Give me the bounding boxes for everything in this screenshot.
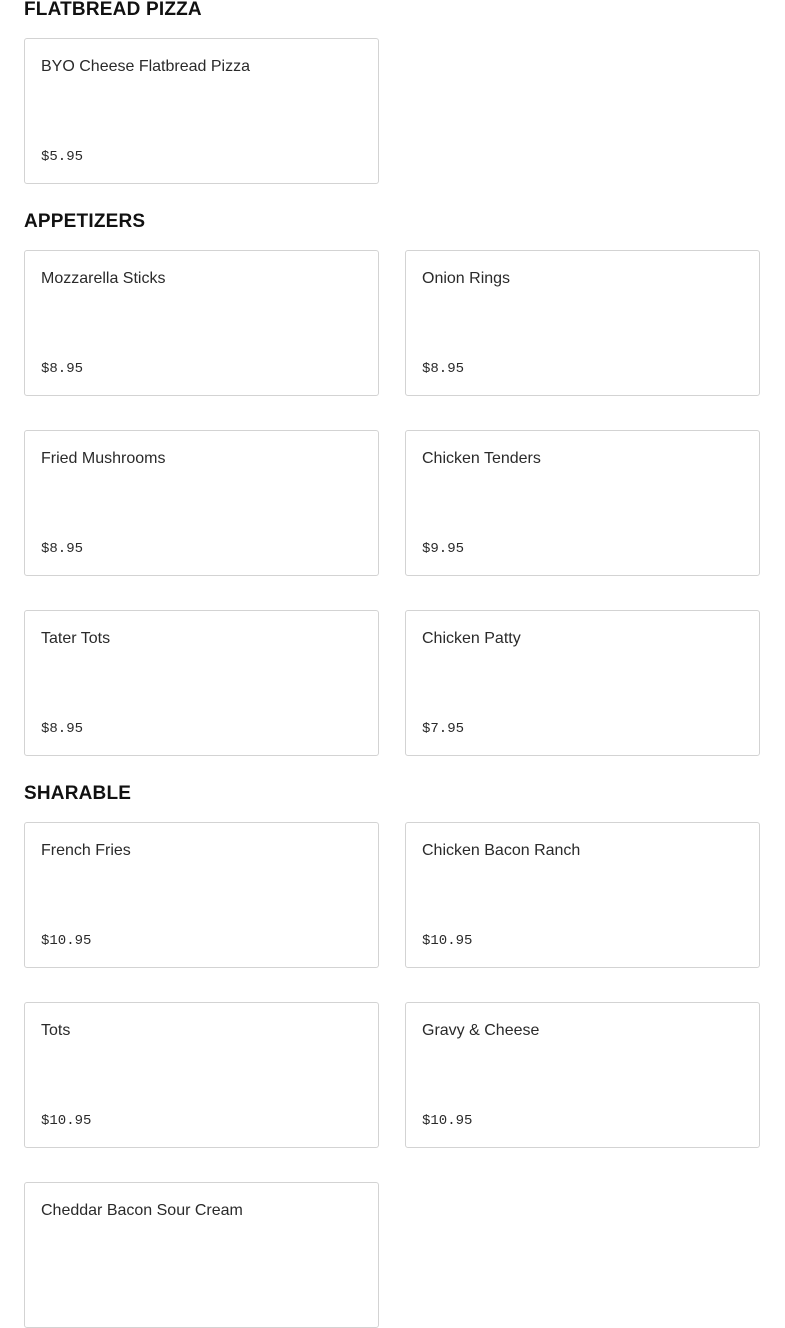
item-price: $8.95	[41, 361, 84, 377]
item-price: $8.95	[422, 361, 465, 377]
section-title-appetizers: APPETIZERS	[24, 211, 146, 232]
item-name: French Fries	[41, 842, 131, 859]
item-name: Onion Rings	[422, 270, 511, 287]
section-title-flatbread-pizza: FLATBREAD PIZZA	[24, 0, 202, 20]
item-price: $8.95	[41, 541, 84, 557]
item-price: $7.95	[422, 721, 465, 737]
menu-item-card[interactable]	[24, 38, 379, 184]
menu-item-card[interactable]	[24, 822, 379, 968]
item-name: Cheddar Bacon Sour Cream	[41, 1202, 243, 1219]
item-name: Gravy & Cheese	[422, 1022, 540, 1039]
item-name: Chicken Tenders	[422, 450, 541, 467]
menu-item-card[interactable]	[24, 250, 379, 396]
menu-item-card[interactable]	[24, 1182, 379, 1328]
item-name: Chicken Patty	[422, 630, 521, 647]
item-price: $5.95	[41, 149, 84, 165]
menu-item-card[interactable]	[405, 822, 760, 968]
menu-item-card[interactable]	[24, 610, 379, 756]
item-name: Tots	[41, 1022, 71, 1039]
item-price: $9.95	[422, 541, 465, 557]
menu-item-card[interactable]	[24, 430, 379, 576]
item-price: $10.95	[41, 933, 92, 949]
menu-item-card[interactable]	[405, 1002, 760, 1148]
item-price: $10.95	[422, 933, 473, 949]
item-price: $10.95	[41, 1113, 92, 1129]
item-price: $8.95	[41, 721, 84, 737]
item-name: Chicken Bacon Ranch	[422, 842, 581, 859]
item-price: $10.95	[422, 1113, 473, 1129]
item-name: Tater Tots	[41, 630, 111, 647]
menu-item-card[interactable]	[405, 250, 760, 396]
menu-item-card[interactable]	[405, 610, 760, 756]
menu-item-card[interactable]	[24, 1002, 379, 1148]
section-title-sharable: SHARABLE	[24, 783, 132, 804]
item-name: Mozzarella Sticks	[41, 270, 166, 287]
item-name: Fried Mushrooms	[41, 450, 166, 467]
item-name: BYO Cheese Flatbread Pizza	[41, 58, 250, 75]
menu-item-card[interactable]	[405, 430, 760, 576]
